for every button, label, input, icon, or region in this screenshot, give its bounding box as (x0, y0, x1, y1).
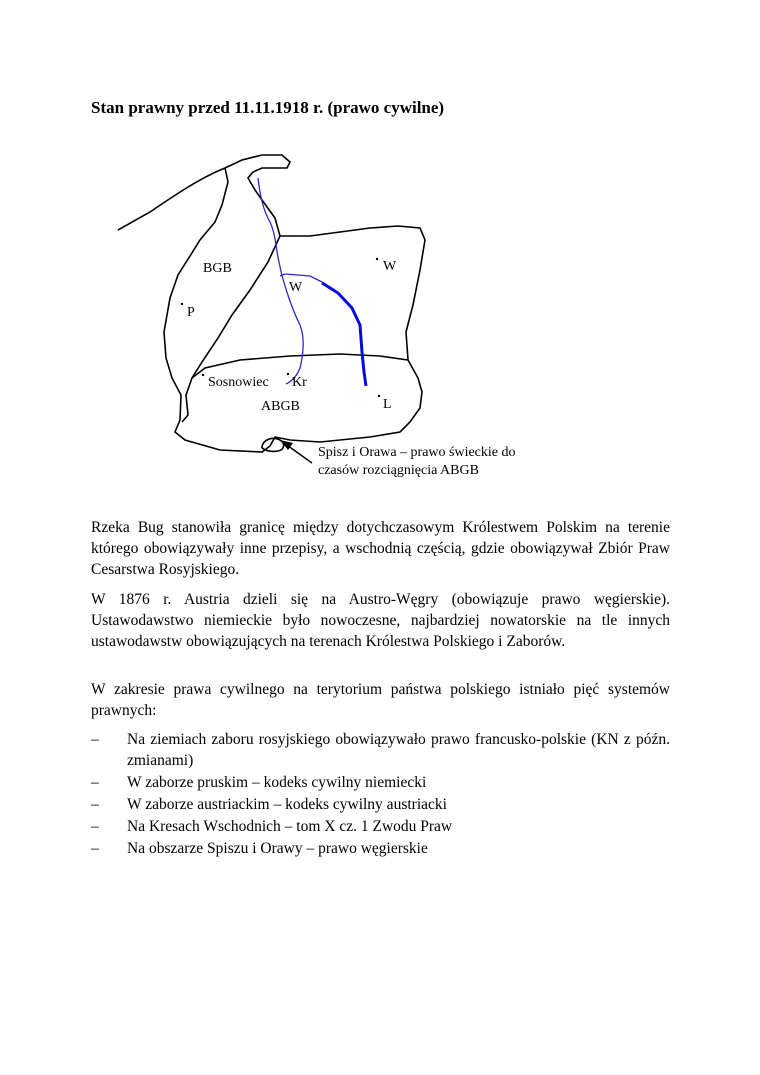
label-kr: Kr (292, 375, 307, 390)
list-item-text: Na Kresach Wschodnich – tom X cz. 1 Zwodu Praw (127, 818, 453, 835)
list-dash: – (91, 796, 99, 813)
dot-sosnowiec (202, 374, 204, 376)
list-item-text: Na ziemiach zaboru rosyjskiego obowiązywało prawo francusko-polskie (KN z późn. zmianami) (127, 731, 670, 769)
label-bgb: BGB (203, 261, 232, 276)
list-item-text: W zaborze pruskim – kodeks cywilny niemiecki (127, 774, 427, 791)
partition-map (0, 0, 760, 520)
paragraph-3: W zakresie prawa cywilnego na terytorium państwa polskiego istniało pięć systemów prawnych: (91, 681, 670, 719)
label-sosnowiec: Sosnowiec (208, 375, 269, 390)
list-dash: – (91, 731, 99, 748)
list-dash: – (91, 774, 99, 791)
paragraph-1: Rzeka Bug stanowiła granicę między dotychczasowym Królestwem Polskim na terenie którego obowiązywały inne przepisy, a wschodnią częścią, gdzie obowiązywał Zbiór Praw Cesarstwa Rosyjskiego. (91, 519, 670, 578)
dot-p (181, 303, 183, 305)
paragraph-2: W 1876 r. Austria dzieli się na Austro-Węgry (obowiązuje prawo węgierskie). Ustawodawstwo niemieckie było nowoczesne, najbardziej nowatorskie na tle innych ustawodawstw obowiązujących na terenach Królestwa Polskiego i Zaborów. (91, 591, 670, 650)
list-item (91, 816, 670, 837)
list-item (91, 794, 670, 815)
label-w-center: W (289, 280, 303, 295)
list-item (91, 838, 670, 859)
dot-w-east (376, 258, 378, 260)
annotation-line-1: Spisz i Orawa – prawo świeckie do (318, 445, 516, 460)
label-p: P (187, 305, 195, 320)
label-abgb: ABGB (261, 399, 300, 414)
annotation-line-2: czasów rozciągnięcia ABGB (318, 463, 479, 478)
dot-l (378, 395, 380, 397)
label-l: L (383, 397, 392, 412)
list-dash: – (91, 818, 99, 835)
river-bug-thick (322, 283, 366, 386)
list-item (91, 772, 670, 793)
dot-kr (287, 373, 289, 375)
list-item-text: Na obszarze Spiszu i Orawy – prawo węgierskie (127, 840, 428, 857)
label-w-east: W (383, 259, 397, 274)
legal-systems-list (91, 729, 670, 860)
list-item (91, 729, 670, 771)
page-title: Stan prawny przed 11.11.1918 r. (prawo cywilne) (91, 98, 445, 117)
list-item-text: W zaborze austriackim – kodeks cywilny austriacki (127, 796, 447, 813)
list-dash: – (91, 840, 99, 857)
